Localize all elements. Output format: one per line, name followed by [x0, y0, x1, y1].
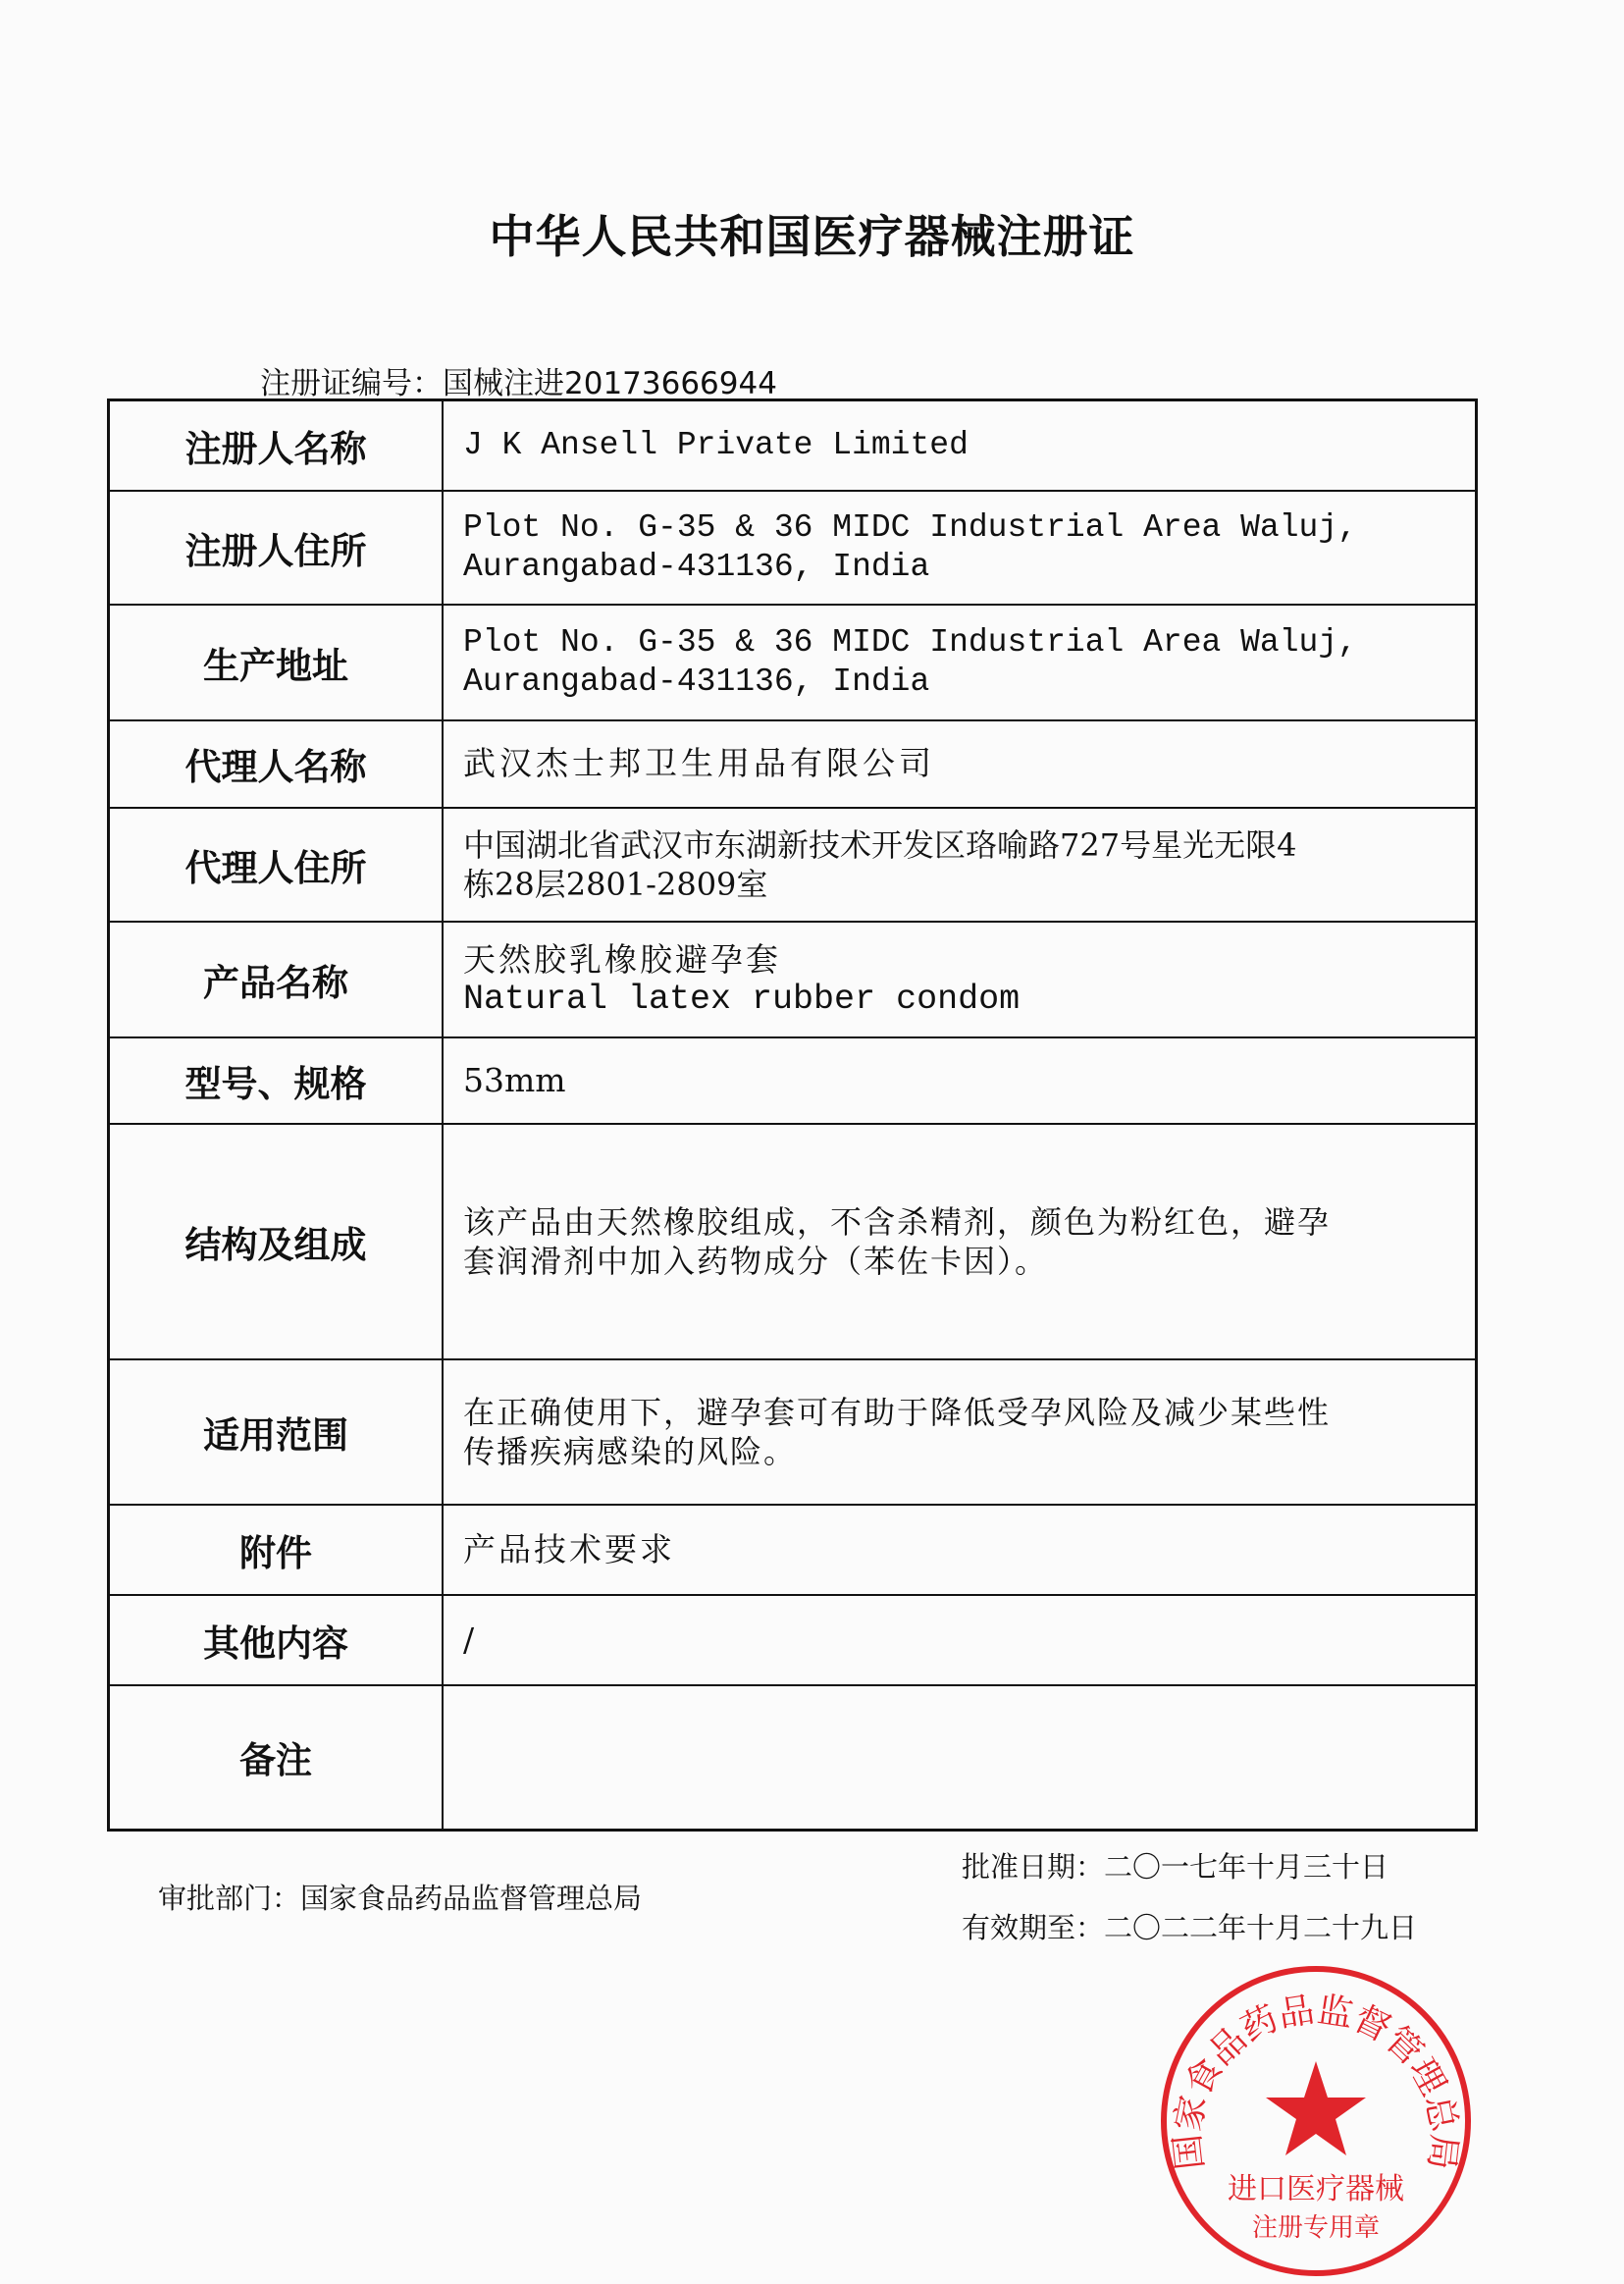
- row-scope: [109, 1359, 1477, 1505]
- row-label: 其他内容: [109, 1595, 444, 1685]
- row-value: 传播疾病感染的风险。: [463, 1432, 798, 1470]
- official-seal-stamp: [1158, 1963, 1474, 2279]
- row-model-spec: [109, 1037, 1477, 1124]
- row-value-cell: [443, 922, 1477, 1037]
- row-value: 天然胶乳橡胶避孕套: [463, 939, 781, 979]
- row-label: 代理人住所: [109, 808, 444, 922]
- row-value-cell: [443, 808, 1477, 922]
- row-value-cell: [443, 1124, 1477, 1359]
- row-value: 栋28层2801-2809室: [463, 865, 768, 903]
- row-value: 套润滑剂中加入药物成分（苯佐卡因）。: [463, 1242, 1049, 1280]
- row-label: 结构及组成: [109, 1124, 444, 1359]
- row-agent-address: [109, 808, 1477, 922]
- row-value: Natural latex rubber condom: [463, 979, 1021, 1019]
- approval-date: [962, 1845, 1388, 1886]
- approval-date-label: 批准日期：: [962, 1850, 1105, 1884]
- registration-number-value: 国械注进20173666944: [443, 366, 777, 401]
- row-value: 中国湖北省武汉市东湖新技术开发区珞喻路727号星光无限4: [463, 825, 1297, 864]
- seal-outer-text: 国家食品药品监督管理总局: [1167, 1990, 1465, 2172]
- row-value: /: [463, 1620, 475, 1659]
- registration-number: [260, 358, 777, 402]
- row-value: J K Ansell Private Limited: [463, 426, 969, 463]
- row-attachment: [109, 1505, 1477, 1595]
- registration-number-label: 注册证编号：: [260, 366, 443, 401]
- row-label: 附件: [109, 1505, 444, 1595]
- row-label: 注册人住所: [109, 491, 444, 605]
- row-value: 武汉杰士邦卫生用品有限公司: [463, 744, 935, 782]
- row-value-cell: [443, 720, 1477, 808]
- seal-inner-text-1: 进口医疗器械: [1228, 2172, 1404, 2206]
- row-value: 53mm: [463, 1060, 566, 1099]
- row-value-cell: [443, 491, 1477, 605]
- row-value-cell: [443, 1595, 1477, 1685]
- star-icon: [1266, 2061, 1366, 2155]
- approval-date-value: 二〇一七年十月三十日: [1104, 1850, 1389, 1884]
- seal-inner-text-2: 注册专用章: [1251, 2213, 1381, 2243]
- seal-ring: [1164, 1969, 1468, 2273]
- row-other: [109, 1595, 1477, 1685]
- row-label: 备注: [109, 1685, 444, 1831]
- approval-department: [158, 1877, 642, 1917]
- row-label: 注册人名称: [109, 400, 444, 491]
- row-agent-name: [109, 720, 1477, 808]
- row-value-cell: [443, 1505, 1477, 1595]
- approval-department-label: 审批部门：: [158, 1882, 301, 1915]
- row-label: 产品名称: [109, 922, 444, 1037]
- row-value: Plot No. G-35 & 36 MIDC Industrial Area Waluj,: [463, 508, 1357, 546]
- row-product-name: [109, 922, 1477, 1037]
- row-value: 产品技术要求: [463, 1529, 675, 1568]
- certificate-table: [107, 398, 1478, 1832]
- row-value: 在正确使用下，避孕套可有助于降低受孕风险及减少某些性: [463, 1393, 1332, 1431]
- row-registrant-name: [109, 400, 1477, 491]
- row-remarks: [109, 1685, 1477, 1831]
- row-label: 生产地址: [109, 605, 444, 720]
- row-production-address: [109, 605, 1477, 720]
- row-value-cell: [443, 1359, 1477, 1505]
- row-value: Aurangabad-431136, India: [463, 548, 930, 585]
- row-value-cell: [443, 1037, 1477, 1124]
- row-registrant-address: [109, 491, 1477, 605]
- valid-until: [962, 1906, 1417, 1946]
- row-value: 该产品由天然橡胶组成，不含杀精剂，颜色为粉红色，避孕: [463, 1202, 1332, 1241]
- row-label: 代理人名称: [109, 720, 444, 808]
- valid-until-label: 有效期至：: [962, 1911, 1105, 1944]
- row-label: 型号、规格: [109, 1037, 444, 1124]
- row-value-cell: [443, 1685, 1477, 1831]
- row-value-cell: [443, 400, 1477, 491]
- row-value-cell: [443, 605, 1477, 720]
- row-structure: [109, 1124, 1477, 1359]
- approval-department-value: 国家食品药品监督管理总局: [300, 1882, 643, 1915]
- valid-until-value: 二〇二二年十月二十九日: [1104, 1911, 1418, 1944]
- row-label: 适用范围: [109, 1359, 444, 1505]
- row-value: Plot No. G-35 & 36 MIDC Industrial Area Waluj,: [463, 623, 1357, 661]
- row-value: Aurangabad-431136, India: [463, 663, 930, 700]
- document-title: 中华人民共和国医疗器械注册证: [489, 210, 1135, 263]
